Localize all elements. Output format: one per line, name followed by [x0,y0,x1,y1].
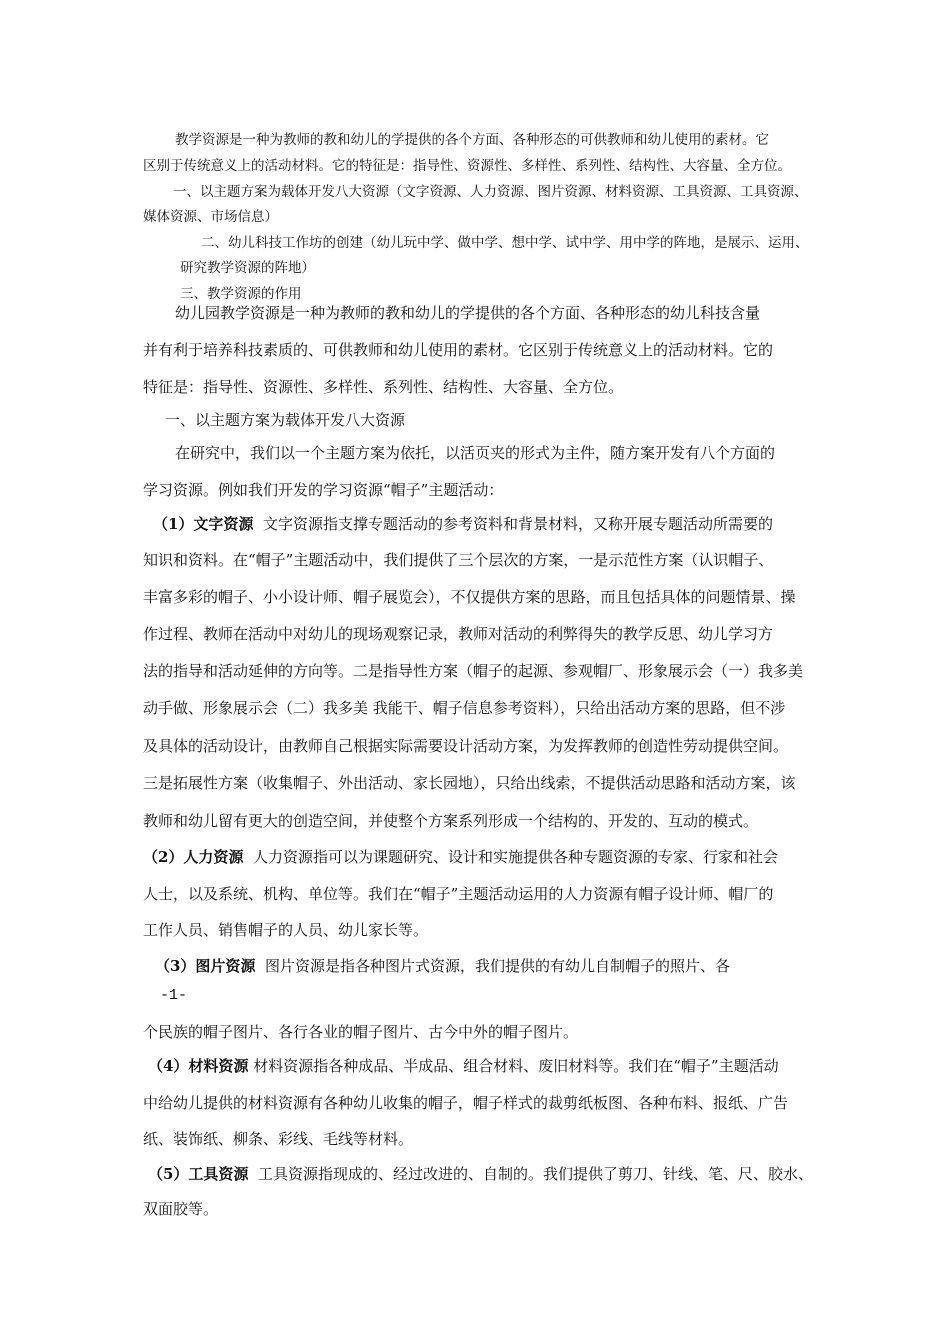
resource-label: （4）材料资源 [148,1057,249,1075]
intro-item: 二、幼儿科技工作坊的创建（幼儿玩中学、做中学、想中学、试中学、用中学的阵地，是展示、运用、 [201,235,809,251]
resource-item-materials: （4）材料资源 材料资源指各种成品、半成品、组合材料、废旧材料等。我们在“帽子”主题活动 [148,1057,779,1075]
body-line: 及具体的活动设计，由教师自己根据实际需要设计活动方案，为发挥教师的创造性劳动提供空间。 [143,737,789,755]
resource-label: （1）文字资源 [153,515,254,533]
section-heading: 一、以主题方案为载体开发八大资源 [165,411,406,429]
body-line: 纸、装饰纸、柳条、彩线、毛线等材料。 [143,1130,414,1148]
resource-item-tools: （5）工具资源 工具资源指现成的、经过改进的、自制的。我们提供了剪刀、针线、笔、尺、胶水、 [148,1165,814,1183]
body-line: 特征是：指导性、资源性、多样性、系列性、结构性、大容量、全方位。 [143,378,624,396]
body-line: 中给幼儿提供的材料资源有各种幼儿收集的帽子，帽子样式的裁剪纸板图、各种布料、报纸、广告 [143,1094,789,1112]
body-line: 法的指导和活动延伸的方向等。二是指导性方案（帽子的起源、参观帽厂、形象展示会（一）我多美 [143,662,804,680]
body-line: 丰富多彩的帽子、小小设计师、帽子展览会），不仅提供方案的思路，而且包括具体的问题情景、操 [143,588,796,606]
intro-line: 教学资源是一种为教师的教和幼儿的学提供的各个方面、各种形态的可供教师和幼儿使用的素材。它 [175,132,769,148]
intro-item: 研究教学资源的阵地） [180,260,315,276]
body-line: 双面胶等。 [143,1200,219,1218]
page-number: -1- [160,987,188,1004]
body-line: 并有利于培养科技素质的、可供教师和幼儿使用的素材。它区别于传统意义上的活动材料。它的 [143,341,774,359]
resource-item-images: （3）图片资源 图片资源是指各种图片式资源，我们提供的有幼儿自制帽子的照片、各 [155,957,731,975]
intro-line: 区别于传统意义上的活动材料。它的特征是：指导性、资源性、多样性、系列性、结构性、大容量、全方位。 [143,158,791,174]
body-line: 作过程、教师在活动中对幼儿的现场观察记录，教师对活动的利弊得失的教学反思、幼儿学习方 [143,625,774,643]
body-line: 教师和幼儿留有更大的创造空间，并使整个方案系列形成一个结构的、开发的、互动的模式。 [143,812,759,830]
resource-label: （2）人力资源 [143,848,244,866]
body-line: 工作人员、销售帽子的人员、幼儿家长等。 [143,921,429,939]
intro-item: 媒体资源、市场信息） [143,209,278,225]
body-line: 在研究中，我们以一个主题方案为依托，以活页夹的形式为主件，随方案开发有八个方面的 [175,444,776,462]
resource-label: （5）工具资源 [148,1165,249,1183]
resource-item-text: （1）文字资源 文字资源指支撑专题活动的参考资料和背景材料，又称开展专题活动所需要的 [153,515,774,533]
body-line: 动手做、形象展示会（二）我多美 我能干、帽子信息参考资料），只给出活动方案的思路，但不涉 [143,699,786,717]
body-line: 幼儿园教学资源是一种为教师的教和幼儿的学提供的各个方面、各种形态的幼儿科技含量 [175,304,761,322]
body-line: 三是拓展性方案（收集帽子、外出活动、家长园地），只给出线索，不提供活动思路和活动方案，该 [143,774,796,792]
resource-item-people: （2）人力资源 人力资源指可以为课题研究、设计和实施提供各种专题资源的专家、行家和社会 [143,848,779,866]
body-line: 个民族的帽子图片、各行各业的帽子图片、古今中外的帽子图片。 [143,1023,579,1041]
intro-item: 一、以主题方案为载体开发八大资源（文字资源、人力资源、图片资源、材料资源、工具资源、工具资源、 [173,184,808,200]
intro-item: 三、教学资源的作用 [180,286,302,302]
resource-label: （3）图片资源 [155,957,256,975]
body-line: 学习资源。例如我们开发的学习资源“帽子”主题活动： [143,481,504,499]
body-line: 人士，以及系统、机构、单位等。我们在“帽子”主题活动运用的人力资源有帽子设计师、帽厂的 [143,885,774,903]
body-line: 知识和资料。在“帽子”主题活动中，我们提供了三个层次的方案，一是示范性方案（认识帽子、 [143,551,774,569]
